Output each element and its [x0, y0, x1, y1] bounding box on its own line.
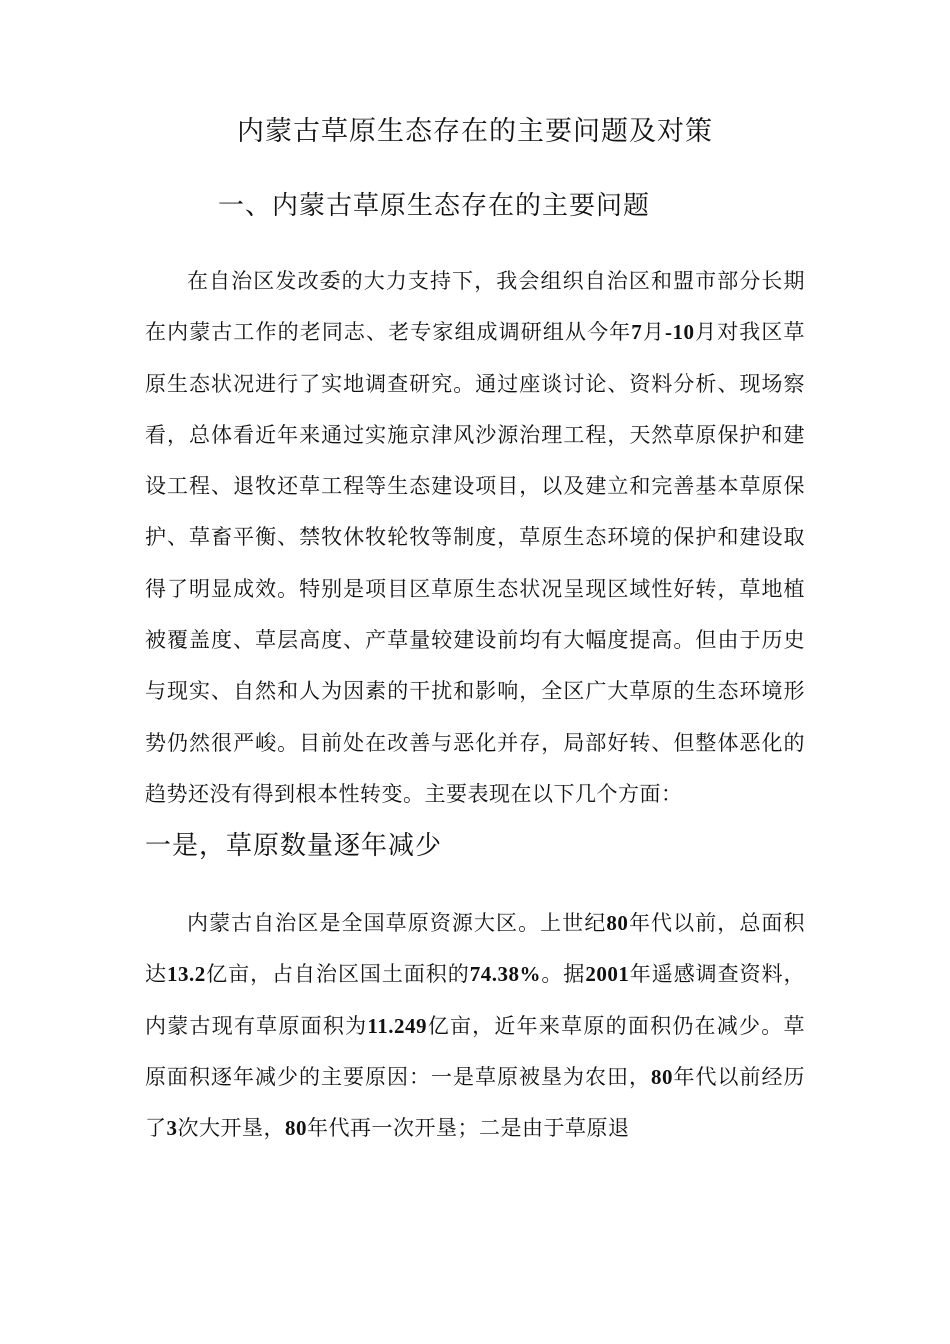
bold-number: 80 — [651, 1064, 673, 1089]
bold-number: 11.249 — [367, 1013, 427, 1038]
text-run: 次大开垦， — [177, 1116, 285, 1141]
text-run: 年遥感调查资料，内蒙古现有草原面积为 — [145, 962, 806, 1038]
section-heading: 一、内蒙古草原生态存在的主要问题 — [218, 191, 651, 221]
bold-number: 80 — [606, 911, 629, 935]
text-run: 月对我区草原生态状况进行了实地调查研究。通过座谈讨论、资料分析、现场察看，总体看近年来通过实施京津风沙源治理工程，天然草原保护和建设工程、退牧还草工程等生态建设项目，以及建立和完善基本草原保护、草畜平衡、禁牧休牧轮牧等制度，草原生态环境的保护和建设取得了明显成效。特别是项目区草原生态状况呈现区域性好转，草地植被覆盖度、草层高度、产草量较建设前均有大幅度提高。但由于历史与现实、自然和人为因素的干扰和影响，全区广大草原的生态环境形势仍然很严峻。目前处在改善与恶化并存，局部好转、但整体恶化的趋势还没有得到根本性转变。主要表现在以下几个方面： — [145, 320, 806, 806]
text-run: 在自治区发改委的大力支持下，我会组织自治区和盟市部分长期在内蒙古工作的老同志、老专家组成调研组从今年 — [145, 269, 805, 345]
text-run: 内蒙古自治区是全国草原资源大区。上世纪 — [187, 911, 607, 935]
bold-number: 2001 — [585, 962, 630, 987]
bold-number: 13.2 — [166, 962, 206, 987]
body-paragraph — [145, 898, 805, 1154]
text-run: 亿亩，占自治区国土面积的 — [205, 962, 470, 987]
document-title: 内蒙古草原生态存在的主要问题及对策 — [237, 116, 713, 147]
bold-number: 80 — [285, 1116, 307, 1141]
text-run: 年代以前经历了 — [145, 1064, 805, 1141]
text-run: 月 — [642, 320, 665, 345]
bold-number: 74.38% — [469, 962, 541, 987]
text-run: 年代再一次开垦；二是由于草原退 — [307, 1116, 630, 1141]
subsection-heading: 一是，草原数量逐年减少 — [145, 831, 443, 861]
bold-number: 3 — [166, 1116, 178, 1141]
text-run: 。据 — [540, 962, 586, 987]
text-run: 亿亩，近年来草原的面积仍在减少。草原面积逐年减少的主要原因：一是草原被垦为农田， — [145, 1013, 806, 1089]
text-run: 年代以前，总面积达 — [145, 911, 805, 987]
body-paragraph — [145, 256, 805, 820]
bold-number: -10 — [665, 320, 695, 345]
bold-number: 7 — [631, 320, 643, 345]
